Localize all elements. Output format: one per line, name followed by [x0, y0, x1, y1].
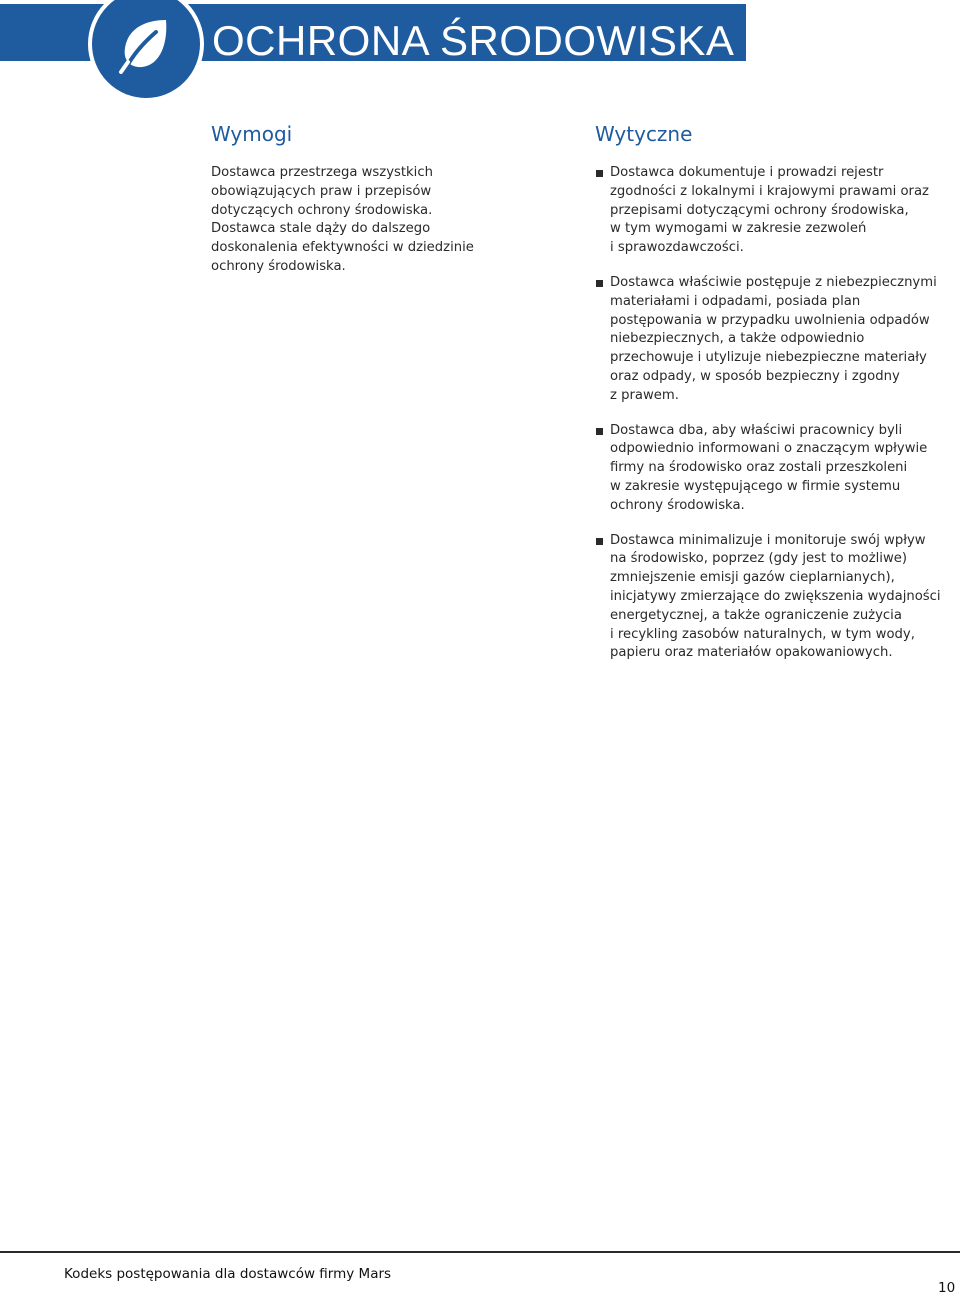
- square-bullet-icon: [596, 170, 603, 177]
- list-item: [595, 532, 957, 664]
- list-item: [595, 274, 957, 406]
- requirements-text: [211, 164, 511, 277]
- footer-title: Kodeks postępowania dla dostawców firmy Mars: [64, 1266, 392, 1282]
- requirements-line: dotyczących ochrony środowiska.: [211, 202, 433, 218]
- guideline-text: Dostawca dba, aby właściwi pracownicy byli odpowiednio informowani o znaczącym wpływie firmy na środowisko oraz zostali przeszkoleni w zakresie występującego w firmie systemu ochrony środowiska.: [610, 422, 928, 513]
- square-bullet-icon: [596, 428, 603, 435]
- guideline-text: Dostawca minimalizuje i monitoruje swój wpływ na środowisko, poprzez (gdy jest to możliwe) zmniejszenie emisji gazów cieplarnianych), inicjatywy zmierzające do zwiększenia wydajności energetycznej, a także ograniczenie zużycia i recykling zasobów naturalnych, w tym wody, papieru oraz materiałów opakowaniowych.: [610, 532, 941, 661]
- page-number: 10: [938, 1280, 956, 1296]
- guidelines-heading: Wytyczne: [595, 122, 693, 146]
- requirements-line: obowiązujących praw i przepisów: [211, 183, 432, 199]
- leaf-icon: [116, 14, 176, 74]
- square-bullet-icon: [596, 280, 603, 287]
- footer-divider: [0, 1251, 960, 1253]
- guideline-text: Dostawca dokumentuje i prowadzi rejestr zgodności z lokalnymi i krajowymi prawami oraz przepisami dotyczącymi ochrony środowiska, w tym wymogami w zakresie zezwoleń i sprawozdawczości.: [610, 165, 929, 256]
- list-item: [595, 422, 957, 516]
- page-title: OCHRONA ŚRODOWISKA: [212, 17, 735, 64]
- section-logo: [88, 0, 204, 102]
- guidelines-list: [595, 164, 957, 663]
- requirements-line: doskonalenia efektywności w dziedzinie: [211, 240, 474, 256]
- requirements-line: Dostawca przestrzega wszystkich: [211, 165, 433, 180]
- requirements-line: Dostawca stale dąży do dalszego: [211, 221, 431, 237]
- requirements-line: ochrony środowiska.: [211, 258, 346, 274]
- list-item: [595, 164, 957, 258]
- guideline-text: Dostawca właściwie postępuje z niebezpiecznymi materiałami i odpadami, posiada plan postępowania w przypadku uwolnienia odpadów niebezpiecznych, a także odpowiednio przechowuje i utylizuje niebezpieczne materiały oraz odpady, w sposób bezpieczny i zgodny z prawem.: [610, 274, 937, 403]
- square-bullet-icon: [596, 538, 603, 545]
- requirements-heading: Wymogi: [211, 122, 293, 146]
